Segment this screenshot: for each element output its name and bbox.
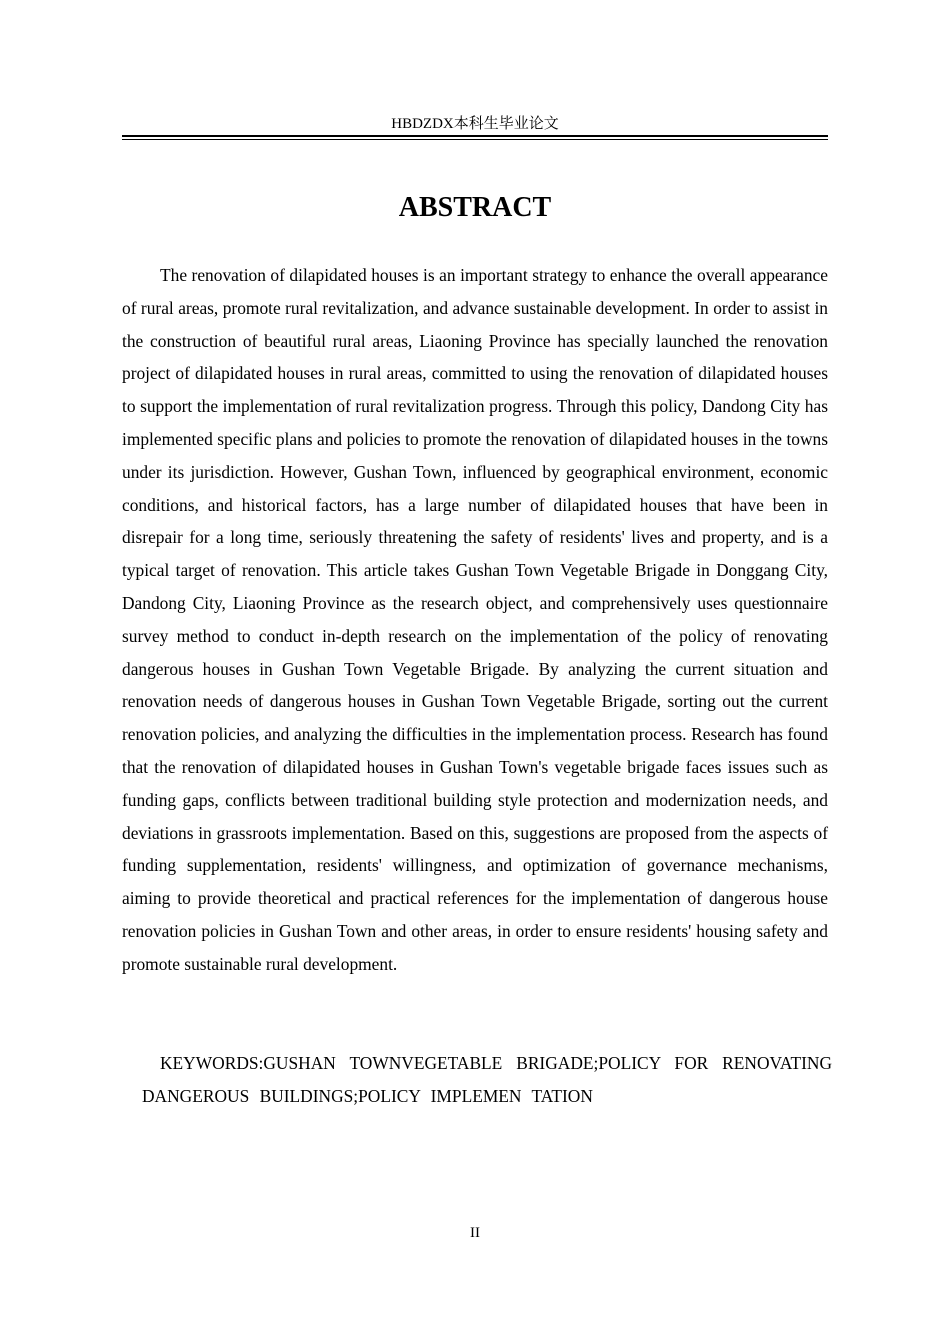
running-header: HBDZDX本科生毕业论文	[391, 116, 559, 132]
keywords-line: KEYWORDS:GUSHAN TOWNVEGETABLE BRIGADE;POLICY FOR RENOVATING DANGEROUS BUILDINGS;POLICY IMPLEMEN TATION	[142, 1053, 832, 1106]
header-rule-thin	[122, 139, 828, 140]
abstract-title: ABSTRACT	[398, 192, 552, 223]
abstract-paragraph: The renovation of dilapidated houses is an important strategy to enhance the overall appearance of rural areas, promote rural revitalization, and advance sustainable development. In order to assist in the construction of beautiful rural areas, Liaoning Province has specially launched the renovation project of dilapidated houses in rural areas, committed to using the renovation of dilapidated houses to support the implementation of rural revitalization progress. Through this policy, Dandong City has implemented specific plans and policies to promote the renovation of dilapidated houses in the towns under its jurisdiction. However, Gushan Town, influenced by geographical environment, economic conditions, and historical factors, has a large number of dilapidated houses that have been in disrepair for a long time, seriously threatening the safety of residents' lives and property, and is a typical target of renovation. This article takes Gushan Town Vegetable Brigade in Donggang City, Dandong City, Liaoning Province as the research object, and comprehensively uses questionnaire survey method to conduct in-depth research on the implementation of the policy of renovating dangerous houses in Gushan Town Vegetable Brigade. By analyzing the current situation and renovation needs of dangerous houses in Gushan Town Vegetable Brigade, sorting out the current renovation policies, and analyzing the difficulties in the implementation process. Research has found that the renovation of dilapidated houses in Gushan Town's vegetable brigade faces issues such as funding gaps, conflicts between traditional building style protection and modernization needs, and deviations in grassroots implementation. Based on this, suggestions are proposed from the aspects of funding supplementation, residents' willingness, and optimization of governance mechanisms, aiming to provide theoretical and practical references for the implementation of dangerous house renovation policies in Gushan Town and other areas, in order to ensure residents' housing safety and promote sustainable rural development.	[122, 265, 828, 974]
header-rule-thick	[122, 135, 828, 137]
page-number: II	[470, 1225, 480, 1241]
